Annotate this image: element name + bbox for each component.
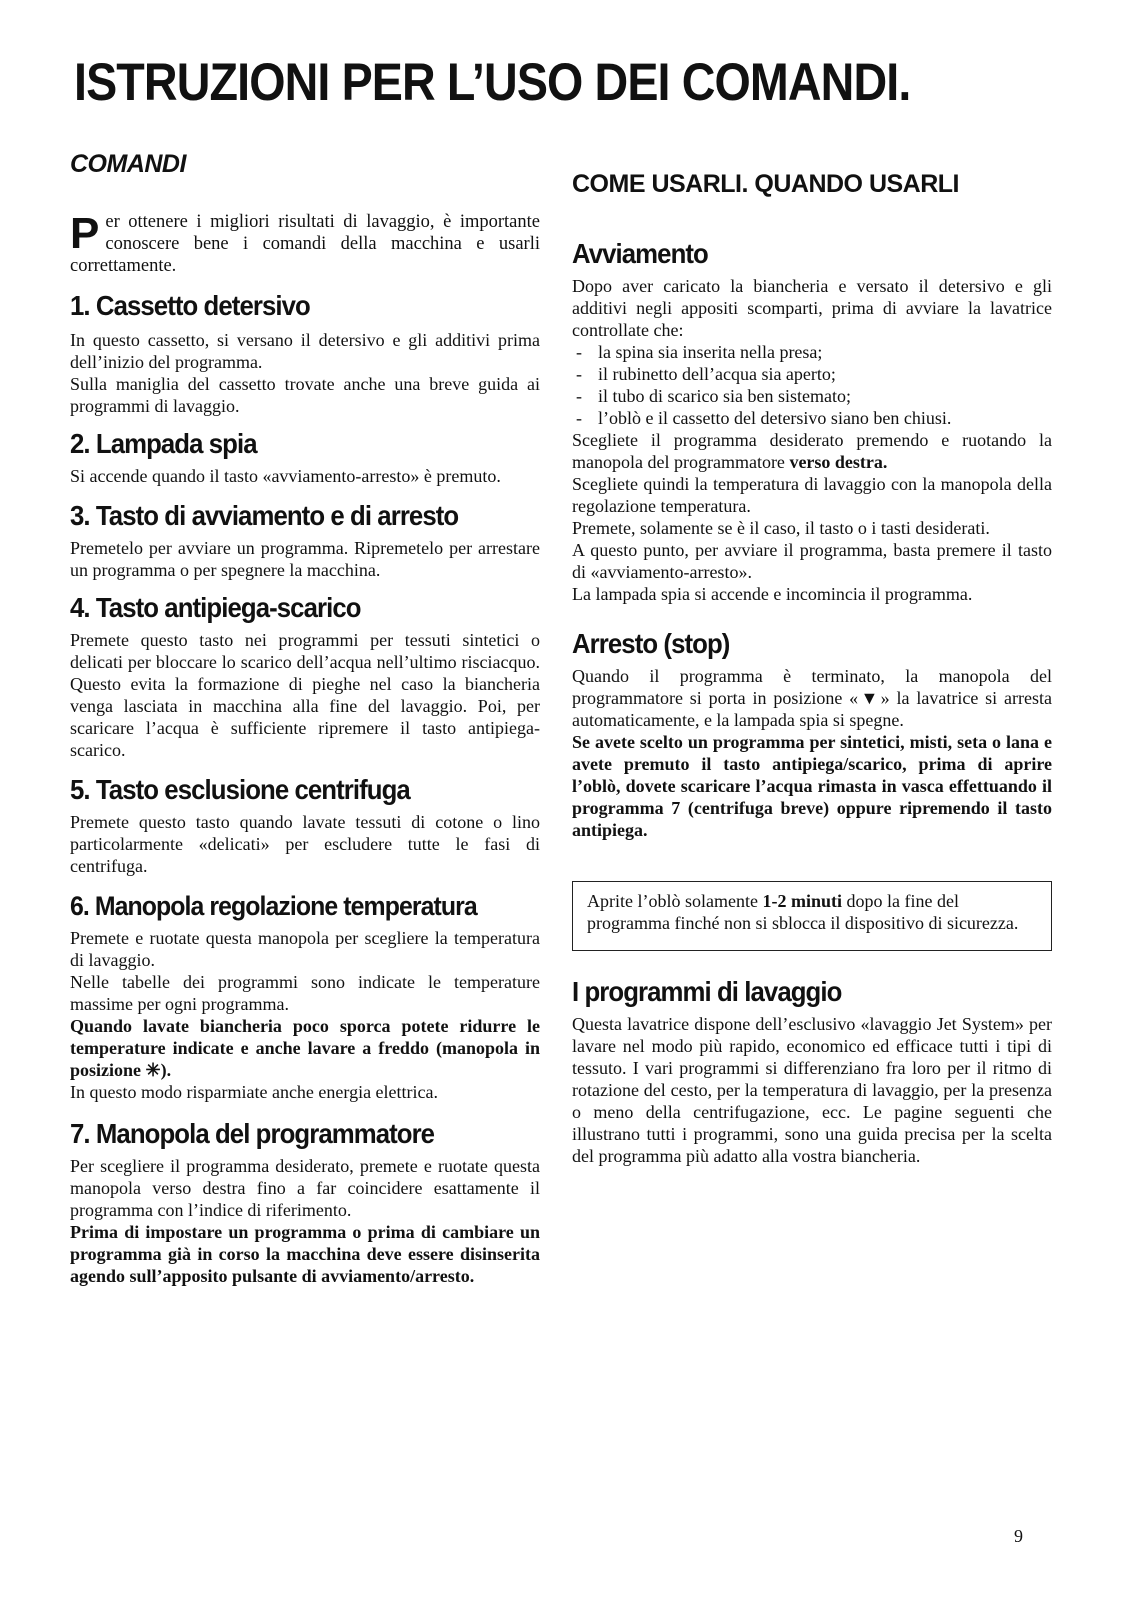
checklist-item: - l’oblò e il cassetto del detersivo siano ben chiusi. — [576, 408, 952, 428]
right-column-heading: COME USARLI. QUANDO USARLI — [572, 170, 959, 198]
section-text: Nelle tabelle dei programmi sono indicate le temperature massime per ogni programma. — [70, 972, 540, 1014]
checklist — [572, 341, 1052, 429]
section-title: 5. Tasto esclusione centrifuga — [70, 774, 410, 805]
section-text: In questo cassetto, si versano il detersivo e gli additivi prima dell’inizio del programma. — [70, 330, 540, 372]
programmi-text: Questa lavatrice dispone dell’esclusivo «lavaggio Jet System» per lavare nel modo più rapido, economico ed efficace tutti i tipi di tessuto. I vari programmi si differenziano fra loro per il ritmo di rotazione del cesto, per la temperatura di lavaggio, per la presenza o meno della centrifugazione, ecc. Le pagine seguenti che illustrano tutti i programmi, sono una guida precisa per la scelta del programma più adatto alla vostra biancheria. — [572, 1014, 1052, 1166]
avviamento-title: Avviamento — [572, 238, 708, 269]
programmi-title: I programmi di lavaggio — [572, 976, 842, 1007]
page-title: ISTRUZIONI PER L’USO DEI COMANDI. — [74, 53, 911, 112]
avviamento-lead: Dopo aver caricato la biancheria e versato il detersivo e gli additivi negli appositi scomparti, prima di avviare la lavatrice controllate che: — [572, 276, 1052, 340]
right-column — [572, 170, 1052, 1167]
checklist-item: - il tubo di scarico sia ben sistemato; — [576, 386, 851, 406]
intro-paragraph — [70, 211, 540, 277]
arresto-title: Arresto (stop) — [572, 628, 730, 659]
section-text: Premete questo tasto quando lavate tessuti di cotone o lino particolarmente «delicati» per escludere tutte le fasi di centrifuga. — [70, 812, 540, 876]
avviamento-text: La lampada spia si accende e incomincia il programma. — [572, 584, 973, 604]
section-title: 7. Manopola del programmatore — [70, 1118, 435, 1149]
section-text: In questo modo risparmiate anche energia elettrica. — [70, 1082, 439, 1102]
page-number: 9 — [1014, 1526, 1023, 1546]
avviamento-text: Scegliete quindi la temperatura di lavaggio con la manopola della regolazione temperatura. — [572, 474, 1052, 516]
section-text: Premetelo per avviare un programma. Ripremetelo per arrestare un programma o per spegnere la macchina. — [70, 538, 540, 580]
checklist-item: - il rubinetto dell’acqua sia aperto; — [576, 364, 836, 384]
section-text: Si accende quando il tasto «avviamento-arresto» è premuto. — [70, 466, 501, 486]
arresto-bold-text: Se avete scelto un programma per sintetici, misti, seta o lana e avete premuto il tasto antipiega/scarico, prima di aprire l’oblò, dovete scaricare l’acqua rimasta in vasca effettuando il programma 7 (centrifuga breve) oppure ripremendo il tasto antipiega. — [572, 732, 1052, 840]
section-text: Premete questo tasto nei programmi per tessuti sintetici o delicati per bloccare lo scarico dell’acqua nell’ultimo risciacquo. Questo evita la formazione di pieghe nel caso la biancheria venga lasciata in macchina alla fine del lavaggio. Poi, per scaricare l’acqua è sufficiente ripremere il tasto antipiega-scarico. — [70, 630, 540, 760]
note-box: Aprite l’oblò solamente 1-2 minuti dopo la fine del programma finché non si sblocca il dispositivo di sicurezza. — [572, 881, 1052, 951]
left-column — [70, 150, 540, 1287]
section-title: 3. Tasto di avviamento e di arresto — [70, 500, 459, 531]
section-title: 2. Lampada spia — [70, 428, 257, 459]
avviamento-text: Scegliete il programma desiderato premendo e ruotando la manopola del programmatore verso destra. — [572, 430, 1052, 472]
arresto-text: Quando il programma è terminato, la manopola del programmatore si porta in posizione «▼» la lavatrice si arresta automaticamente, e la lampada spia si spegne. — [572, 666, 1052, 730]
section-title: 4. Tasto antipiega-scarico — [70, 592, 361, 623]
section-bold-text: Prima di impostare un programma o prima di cambiare un programma già in corso la macchina deve essere disinserita agendo sull’apposito pulsante di avviamento/arresto. — [70, 1222, 540, 1286]
section-text: Per scegliere il programma desiderato, premete e ruotate questa manopola verso destra fino a far coincidere esattamente il programma con l’indice di riferimento. — [70, 1156, 540, 1220]
section-title: 1. Cassetto detersivo — [70, 290, 310, 321]
checklist-item: - la spina sia inserita nella presa; — [576, 342, 823, 362]
left-column-heading: COMANDI — [70, 150, 186, 178]
section-text: Sulla maniglia del cassetto trovate anche una breve guida ai programmi di lavaggio. — [70, 374, 540, 416]
section-title: 6. Manopola regolazione temperatura — [70, 891, 477, 921]
intro-text: er ottenere i migliori risultati di lavaggio, è importante conoscere bene i comandi della macchina e usarli correttamente. — [70, 212, 540, 276]
section-bold-text: Quando lavate biancheria poco sporca potete ridurre le temperature indicate e anche lavare a freddo (manopola in posizione ✳). — [70, 1016, 540, 1080]
dropcap: P — [70, 209, 100, 258]
section-text: Premete e ruotate questa manopola per scegliere la temperatura di lavaggio. — [70, 928, 540, 970]
avviamento-text: A questo punto, per avviare il programma, basta premere il tasto di «avviamento-arresto». — [572, 540, 1052, 582]
avviamento-text: Premete, solamente se è il caso, il tasto o i tasti desiderati. — [572, 518, 990, 538]
